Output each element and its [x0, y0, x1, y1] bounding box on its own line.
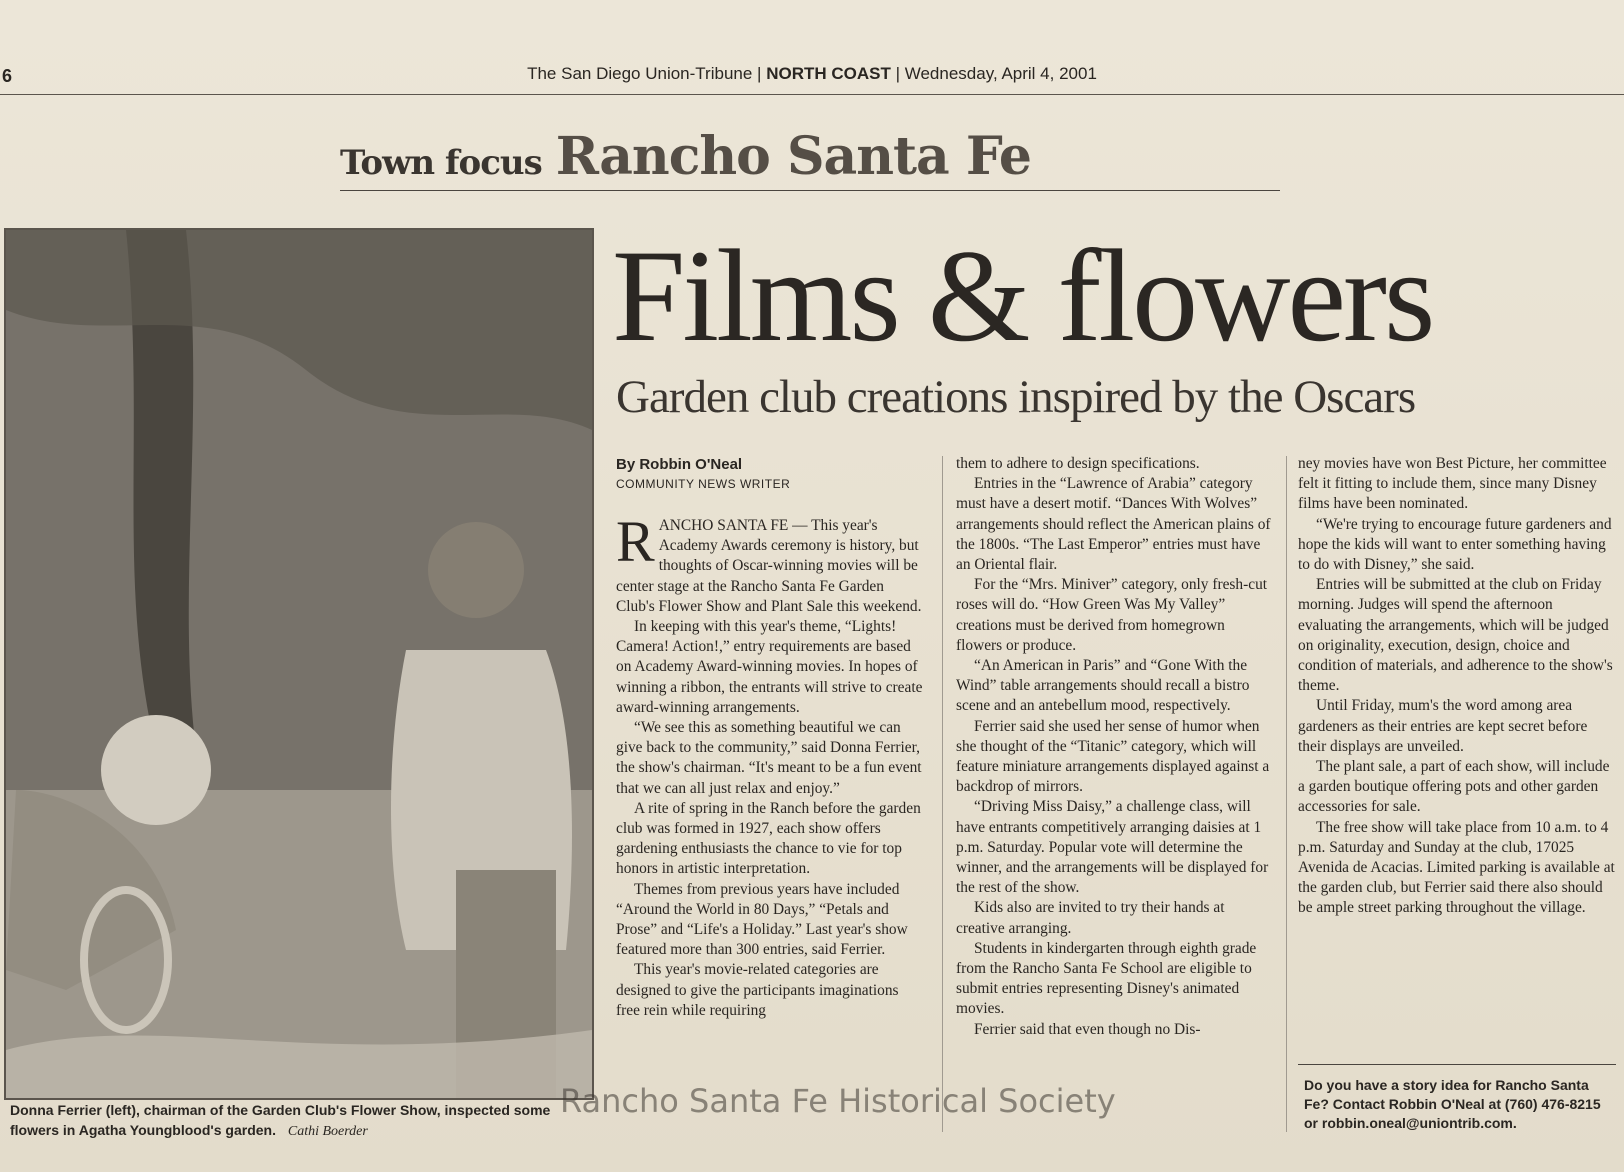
article-photo [4, 228, 594, 1100]
section-label: Town focus [340, 143, 542, 183]
masthead-date: Wednesday, April 4, 2001 [904, 64, 1097, 83]
garden-photo-illustration [6, 230, 592, 1098]
paragraph: “Driving Miss Daisy,” a challenge class, will have entrants competitively arranging daisies at 1 p.m. Saturday. Popular vote will determine the winner, and the arrangements will be displayed for the rest of the show. [956, 798, 1269, 897]
paragraph: For the “Mrs. Miniver” category, only fresh-cut roses will do. “How Green Was My Valley” creations must be derived from homegrown flowers or produce. [956, 576, 1268, 654]
paragraph: The plant sale, a part of each show, will include a garden boutique offering pots and other garden accessories for sale. [1298, 758, 1610, 816]
paragraph: The free show will take place from 10 a.m. to 4 p.m. Saturday and Sunday at the club, 17025 Avenida de Acacias. Limited parking is available at the garden club, but Ferrier said there also should be ample street parking throughout the village. [1298, 818, 1615, 917]
byline [616, 456, 790, 491]
paragraph: This year's movie-related categories are designed to give the participants imaginations free rein while requiring [616, 961, 899, 1019]
story-idea-tagline: Do you have a story idea for Rancho Santa Fe? Contact Robbin O'Neal at (760) 476-8215 or robbin.oneal@uniontrib.com. [1304, 1077, 1601, 1131]
byline-role: COMMUNITY NEWS WRITER [616, 477, 791, 491]
column-divider [942, 456, 943, 1132]
page-number: 6 [2, 66, 13, 86]
masthead-paper: The San Diego Union-Tribune [527, 64, 753, 83]
paragraph: A rite of spring in the Ranch before the garden club was formed in 1927, each show offers gardening enthusiasts the chance to vie for top honors in artistic interpretation. [616, 799, 921, 878]
paragraph: Ferrier said that even though no Dis- [974, 1020, 1201, 1038]
paragraph: In keeping with this year's theme, “Lights! Camera! Action!,” entry requirements are based on Academy Award-winning movies. In hopes of winning a ribbon, the entrants will strive to create award-winning arrangements. [616, 618, 923, 716]
masthead-section: NORTH COAST [766, 64, 891, 83]
byline-name: By Robbin O'Neal [616, 456, 743, 473]
paragraph: Kids also are invited to try their hands at creative arranging. [956, 899, 1225, 937]
masthead: The San Diego Union-Tribune | NORTH COAST | Wednesday, April 4, 2001 [527, 64, 1097, 83]
photo-credit: Cathi Boerder [287, 1124, 368, 1139]
paragraph: ney movies have won Best Picture, her committee felt it fitting to include them, since many Disney films have been nominated. [1298, 455, 1607, 513]
article-column-3 [1298, 454, 1618, 919]
article-column-1 [616, 509, 926, 1021]
caption-text: Donna Ferrier (left), chairman of the Garden Club's Flower Show, inspected some flowers in Agatha Youngblood's garden. [10, 1102, 551, 1138]
paragraph: “We see this as something beautiful we can give back to the community,” said Donna Ferrier, the show's chairman. “It's meant to be a fun event that we can all just relax and enjoy.” [616, 719, 922, 797]
tagline-rule [1298, 1064, 1616, 1065]
paragraph: ANCHO SANTA FE — This year's Academy Awards ceremony is history, but thoughts of Oscar-winning movies will be center stage at the Rancho Santa Fe Garden Club's Flower Show and Plant Sale this weekend. [616, 517, 922, 615]
paragraph: “An American in Paris” and “Gone With the Wind” table arrangements should recall a bistro scene and an antebellum mood, respectively. [956, 657, 1250, 715]
column-divider [1286, 456, 1287, 1132]
paragraph: them to adhere to design specifications. [956, 455, 1200, 472]
paragraph: Entries in the “Lawrence of Arabia” category must have a desert motif. “Dances With Wolves” arrangements should reflect the American plains of the 1800s. “The Last Emperor” entries must have an Oriental flair. [956, 475, 1271, 574]
headline: Films & flowers [612, 222, 1433, 369]
watermark: Rancho Santa Fe Historical Society [560, 1082, 1116, 1120]
paragraph: “We're trying to encourage future gardeners and hope the kids will want to enter something having to do with Disney,” she said. [1298, 515, 1612, 574]
section-rule [340, 190, 1280, 191]
paragraph: Ferrier said she used her sense of humor when she thought of the “Titanic” category, which will feature miniature arrangements displayed against a backdrop of mirrors. [956, 717, 1270, 796]
drop-cap: R [616, 509, 655, 574]
paragraph: Themes from previous years have included “Around the World in 80 Days,” “Petals and Prose” and “Life's a Holiday.” Last year's show featured more than 300 entries, said Ferrier. [616, 880, 908, 959]
paragraph: Entries will be submitted at the club on Friday morning. Judges will spend the afternoon evaluating the arrangements, which will be judged on originality, execution, design, choice and condition of materials, and adherence to the show's theme. [1298, 576, 1613, 695]
section-town: Rancho Santa Fe [555, 126, 1031, 187]
paragraph: Until Friday, mum's the word among area gardeners as their entries are kept secret before their displays are unveiled. [1298, 697, 1588, 755]
masthead-rule [0, 94, 1624, 95]
subheadline: Garden club creations inspired by the Oscars [616, 371, 1416, 423]
photo-caption [10, 1100, 590, 1142]
article-column-2 [956, 454, 1274, 1040]
paragraph: Students in kindergarten through eighth grade from the Rancho Santa Fe School are eligible to submit entries representing Disney's animated movies. [956, 939, 1257, 1018]
section-heading [340, 126, 1280, 187]
